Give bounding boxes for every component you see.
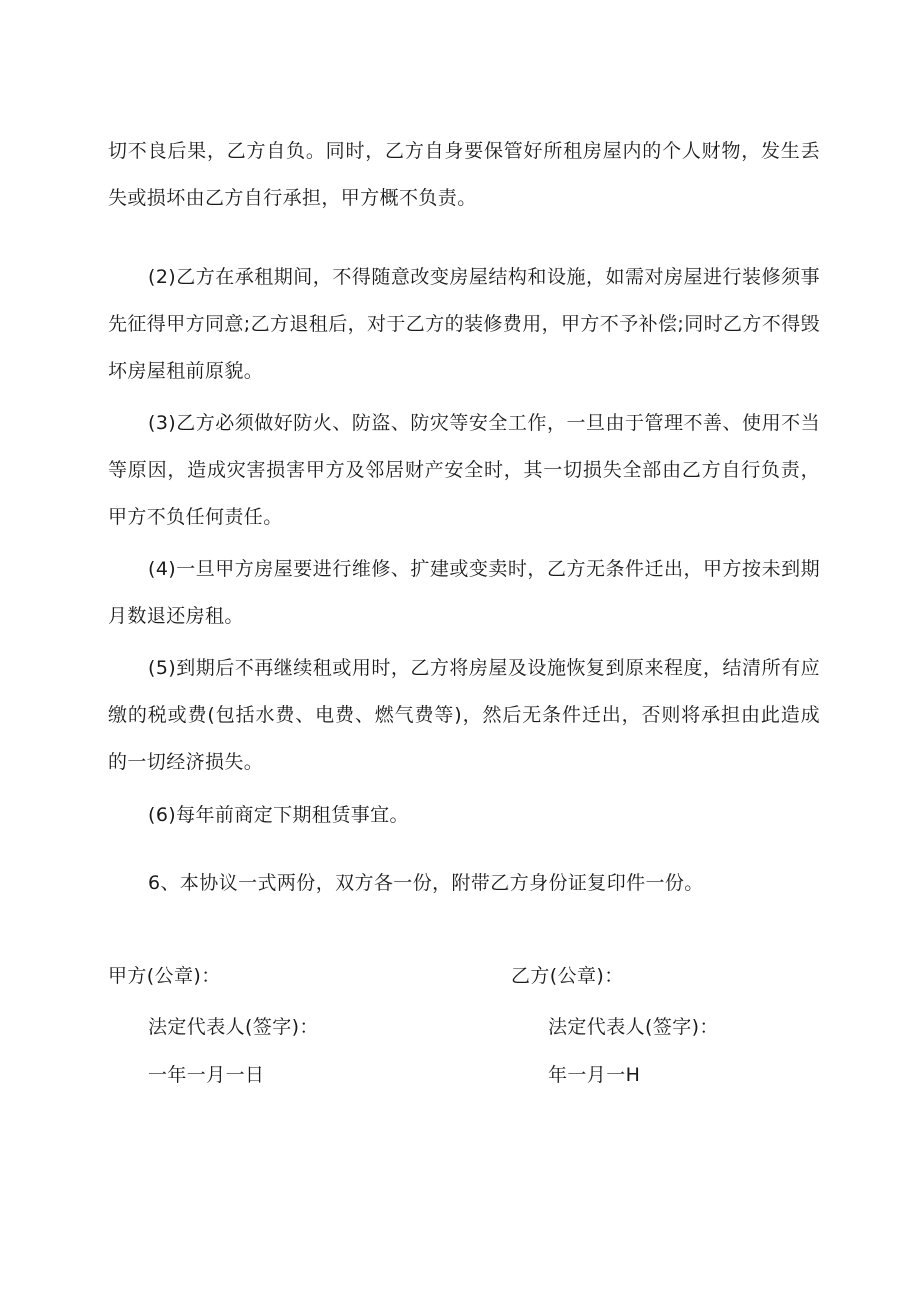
clause-6: (6)每年前商定下期租赁事宜。 — [148, 804, 409, 826]
article-6: 6、本协议一式两份，双方各一份，附带乙方身份证复印件一份。 — [148, 872, 704, 894]
clause-5: (5)到期后不再继续租或用时，乙方将房屋及设施恢复到原来程度，结清所有应缴的税或费(包括水费、电费、燃气费等)，然后无条件迁出，否则将承担由此造成的一切经济损失。 — [108, 657, 820, 773]
clause-4: (4)一旦甲方房屋要进行维修、扩建或变卖时，乙方无条件迁出，甲方按未到期月数退还房租。 — [108, 558, 820, 627]
party-b-date: 年一月一H — [548, 1064, 641, 1086]
party-a-seal-label: 甲方(公章)： — [108, 965, 221, 987]
paragraph-continuation: 切不良后果，乙方自负。同时，乙方自身要保管好所租房屋内的个人财物，发生丢失或损坏由乙方自行承担，甲方概不负责。 — [108, 140, 820, 209]
party-b-representative-label: 法定代表人(签字)： — [548, 1016, 719, 1038]
clause-2: (2)乙方在承租期间，不得随意改变房屋结构和设施，如需对房屋进行装修须事先征得甲方同意;乙方退租后，对于乙方的装修费用，甲方不予补偿;同时乙方不得毁坏房屋租前原貌。 — [108, 266, 821, 382]
party-a-date: 一年一月一日 — [148, 1064, 265, 1086]
party-a-representative-label: 法定代表人(签字)： — [148, 1016, 319, 1038]
clause-3: (3)乙方必须做好防火、防盗、防灾等安全工作，一旦由于管理不善、使用不当等原因，造成灾害损害甲方及邻居财产安全时，其一切损失全部由乙方自行负责，甲方不负任何责任。 — [108, 412, 820, 528]
party-b-seal-label: 乙方(公章)： — [511, 965, 624, 987]
